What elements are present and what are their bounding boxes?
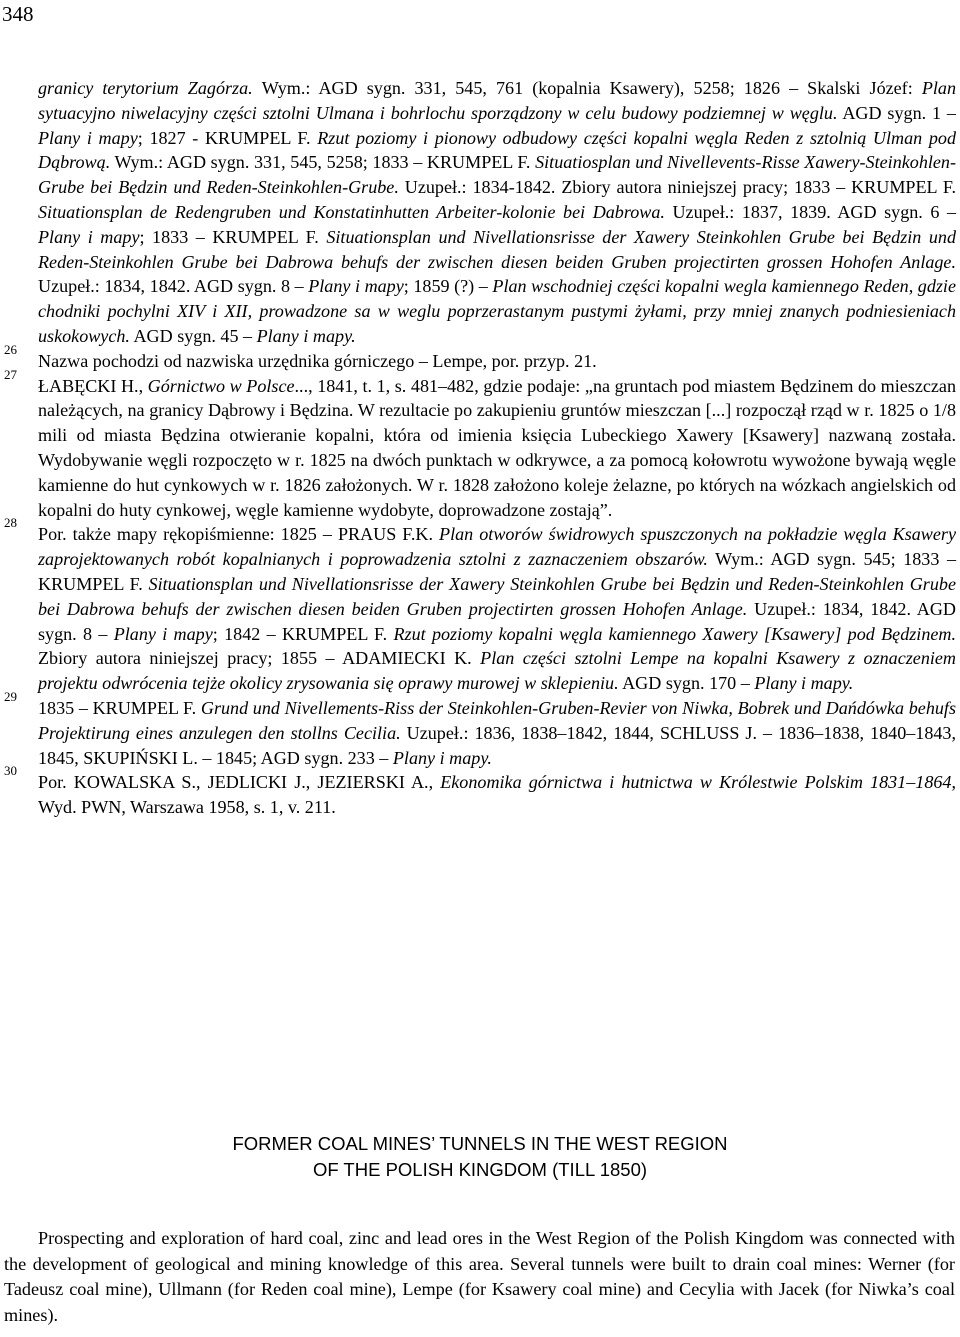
footnote-28-segment: Wym.: AGD sygn. 545; 1833 – KRUMPEL F. [38,549,956,594]
footnote-30-segment: Ekonomika górnictwa i hutnictwa w Królestwie Polskim 1831–1864 [440,772,952,793]
footnote-28-segment: Por. także mapy rękopiśmienne: 1825 – PRAUS F.K. [38,524,440,545]
footnote-27-segment: ..., 1841, t. 1, s. 481–482, gdzie podaje: „na gruntach pod miastem Będzinem do mieszczan należących, na granicy Dąbrowy i Będzina. W rezultacie po zakupieniu gruntów mieszczan [...] rozpoczął rząd w r. 1825 o 1/8 mili od miasta Będzina otwieranie kopalni, która od imienia księcia Lubeckiego Xawery [Ksawery] nazwaną została. Wydobywanie węgli rozpoczęto w r. 1825 na dwóch punktach w odkrywce, a za pomocą kołowrotu wywożone bywają węgle kamienne do hut cynkowych w r. 1826 założonych. W r. 1828 założono koleje żelazne, po których na wózkach angielskich od kopalni do huty cynkowej, węgle kamienne wydobyte, doprowadzone zostają”. [38,375,957,520]
continuation-segment: Wym.: AGD sygn. 331, 545, 5258; 1833 – KRUMPEL F. [110,152,536,173]
footnote-28-segment: Rzut poziomy kopalni węgla kamiennego Xawery [Ksawery] pod Będzinem. [393,623,956,644]
abstract-title [0,1131,960,1182]
footnote-28-segment: AGD sygn. 170 – [618,673,755,694]
footnote-marker-26: 26 [4,341,17,357]
footnote-28-segment: ; 1842 – KRUMPEL F. [212,623,394,644]
continuation-segment: Situatiosplan und Nivellevents-Risse Xawery-Steinkohlen-Grube bei Będzin und Reden-Steinkohlen-Grube. [38,152,956,198]
continuation-segment: Plany i mapy. [256,325,356,346]
continuation-segment: Uzupeł.: 1837, 1839. AGD sygn. 6 – [664,201,957,222]
footnotes-block [38,76,956,820]
footnote-28-segment: Plany i mapy [113,623,213,644]
footnote-29 [38,696,956,770]
footnote-27-segment: Górnictwo w Polsce [147,375,295,396]
footnote-29-segment: 1835 – KRUMPEL F. [38,697,201,718]
continuation-segment: AGD sygn. 45 – [129,325,257,346]
footnote-29-segment: Grund und Nivellements-Riss der Steinkohlen-Gruben-Revier von Niwka, Bobrek und Dańdówka behufs Projektirung eines anzulegen den stollns Cecilia. [38,697,956,743]
continuation-segment: Uzupeł.: 1834, 1842. AGD sygn. 8 – [38,276,309,297]
footnote-28-segment: Zbiory autora niniejszej pracy; 1855 – ADAMIECKI K. [38,648,481,669]
continuation-segment: ; 1859 (?) – [403,276,493,297]
continuation-segment: Uzupeł.: 1834-1842. Zbiory autora niniejszej pracy; 1833 – KRUMPEL F. [398,177,956,198]
continuation-segment: Plany i mapy [308,276,404,297]
abstract-title-line-2: OF THE POLISH KINGDOM (TILL 1850) [312,1158,648,1180]
continuation-segment: Situationsplan und Nivellationsrisse der Xawery Steinkohlen Grube bei Będzin und Reden-Steinkohlen Grube bei Dabrowa behufs der zwischen diesen beiden Gruben projectirten grossen Hohofen Anlage. [38,226,956,272]
abstract-title-line-1: FORMER COAL MINES’ TUNNELS IN THE WEST REGION [232,1133,728,1154]
footnote-30 [38,770,956,820]
footnote-continuation [38,76,956,349]
footnote-28-segment: Situationsplan und Nivellationsrisse der Xawery Steinkohlen Grube bei Będzin und Reden-Steinkohlen Grube bei Dabrowa behufs der zwischen diesen beiden Gruben projectirten grossen Hohofen Anlage. [38,573,956,619]
footnote-27 [38,374,956,523]
footnote-30-segment: Por. KOWALSKA S., JEDLICKI J., JEZIERSKI A., [38,772,441,793]
page-number: 348 [2,2,34,26]
continuation-segment: Plany i mapy [38,226,140,247]
continuation-segment: ; 1833 – KRUMPEL F. [139,226,327,247]
footnote-28-segment: Plan otworów świdrowych spuszczonych na pokładzie węgla Ksawery zaprojektowanych robót kopalnianych i poprowadzenia sztolni z zaznaczeniem obszarów. [38,524,956,570]
footnote-26-segment: Nazwa pochodzi od nazwiska urzędnika górniczego – Lempe, por. przyp. 21. [38,350,597,371]
footnote-28-segment: Uzupeł.: 1834, 1842. AGD sygn. 8 – [38,598,956,644]
footnote-marker-30: 30 [4,763,17,779]
footnote-27-segment: ŁABĘCKI H., [38,375,148,396]
footnote-28-segment: Plan części sztolni Lempe na kopalni Ksawery z oznaczeniem projektu odwrócenia tejże okolicy zrysowania się oprawy murowej w sklepieniu. [38,648,956,694]
continuation-segment: ; 1827 - KRUMPEL F. [137,127,318,148]
footnote-30-segment: , Wyd. PWN, Warszawa 1958, s. 1, v. 211. [38,772,956,818]
continuation-segment: Wym.: AGD sygn. 331, 545, 761 (kopalnia Ksawery), 5258; 1826 – Skalski Józef: [261,78,922,98]
footnote-28-segment: Plany i mapy. [754,673,854,694]
continuation-segment: Plan sytuacyjno niwelacyjny części sztolni Ulmana i bohrlochu sporządzony w celu budowy podziemnej w węglu. [38,78,956,123]
continuation-segment: Plan wschodniej części kopalni wegla kamiennego Reden, gdzie chodniki pochylni XIV i XII, prowadzone sa w weglu poprzerastanym pustymi żyłami, przy mniej znanych podniesieniach uskokowych. [38,276,956,346]
footnote-26 [38,349,956,374]
abstract-body: Prospecting and exploration of hard coal, zinc and lead ores in the West Region of the Polish Kingdom was connected with the development of geological and mining knowledge of this area. Several tunnels were built to drain coal mines: Werner (for Tadeusz coal mine), Ullmann (for Reden coal mine), Lempe (for Ksawery coal mine) and Cecylia with Jacek (for Niwka’s coal mines). [4,1228,955,1325]
footnote-29-segment: Plany i mapy. [392,747,492,768]
footnote-marker-29: 29 [4,688,17,704]
footnote-marker-28: 28 [4,515,17,531]
continuation-segment: granicy terytorium Zagórza. [38,78,262,98]
continuation-segment: Plany i mapy [38,127,138,148]
footnote-29-segment: Uzupeł.: 1836, 1838–1842, 1844, SCHLUSS J. – 1836–1838, 1840–1843, 1845, SKUPIŃSKI L. – 1845; AGD sygn. 233 – [38,722,956,768]
footnote-28 [38,522,956,696]
continuation-segment: AGD sygn. 1 – [837,102,956,123]
footnote-marker-27: 27 [4,366,17,382]
continuation-segment: Situationsplan de Redengruben und Konstatinhutten Arbeiter-kolonie bei Dabrowa. [38,201,665,222]
continuation-segment: Rzut poziomy i pionowy odbudowy części kopalni węgla Reden z sztolnią Ulman pod Dąbrową. [38,127,956,173]
